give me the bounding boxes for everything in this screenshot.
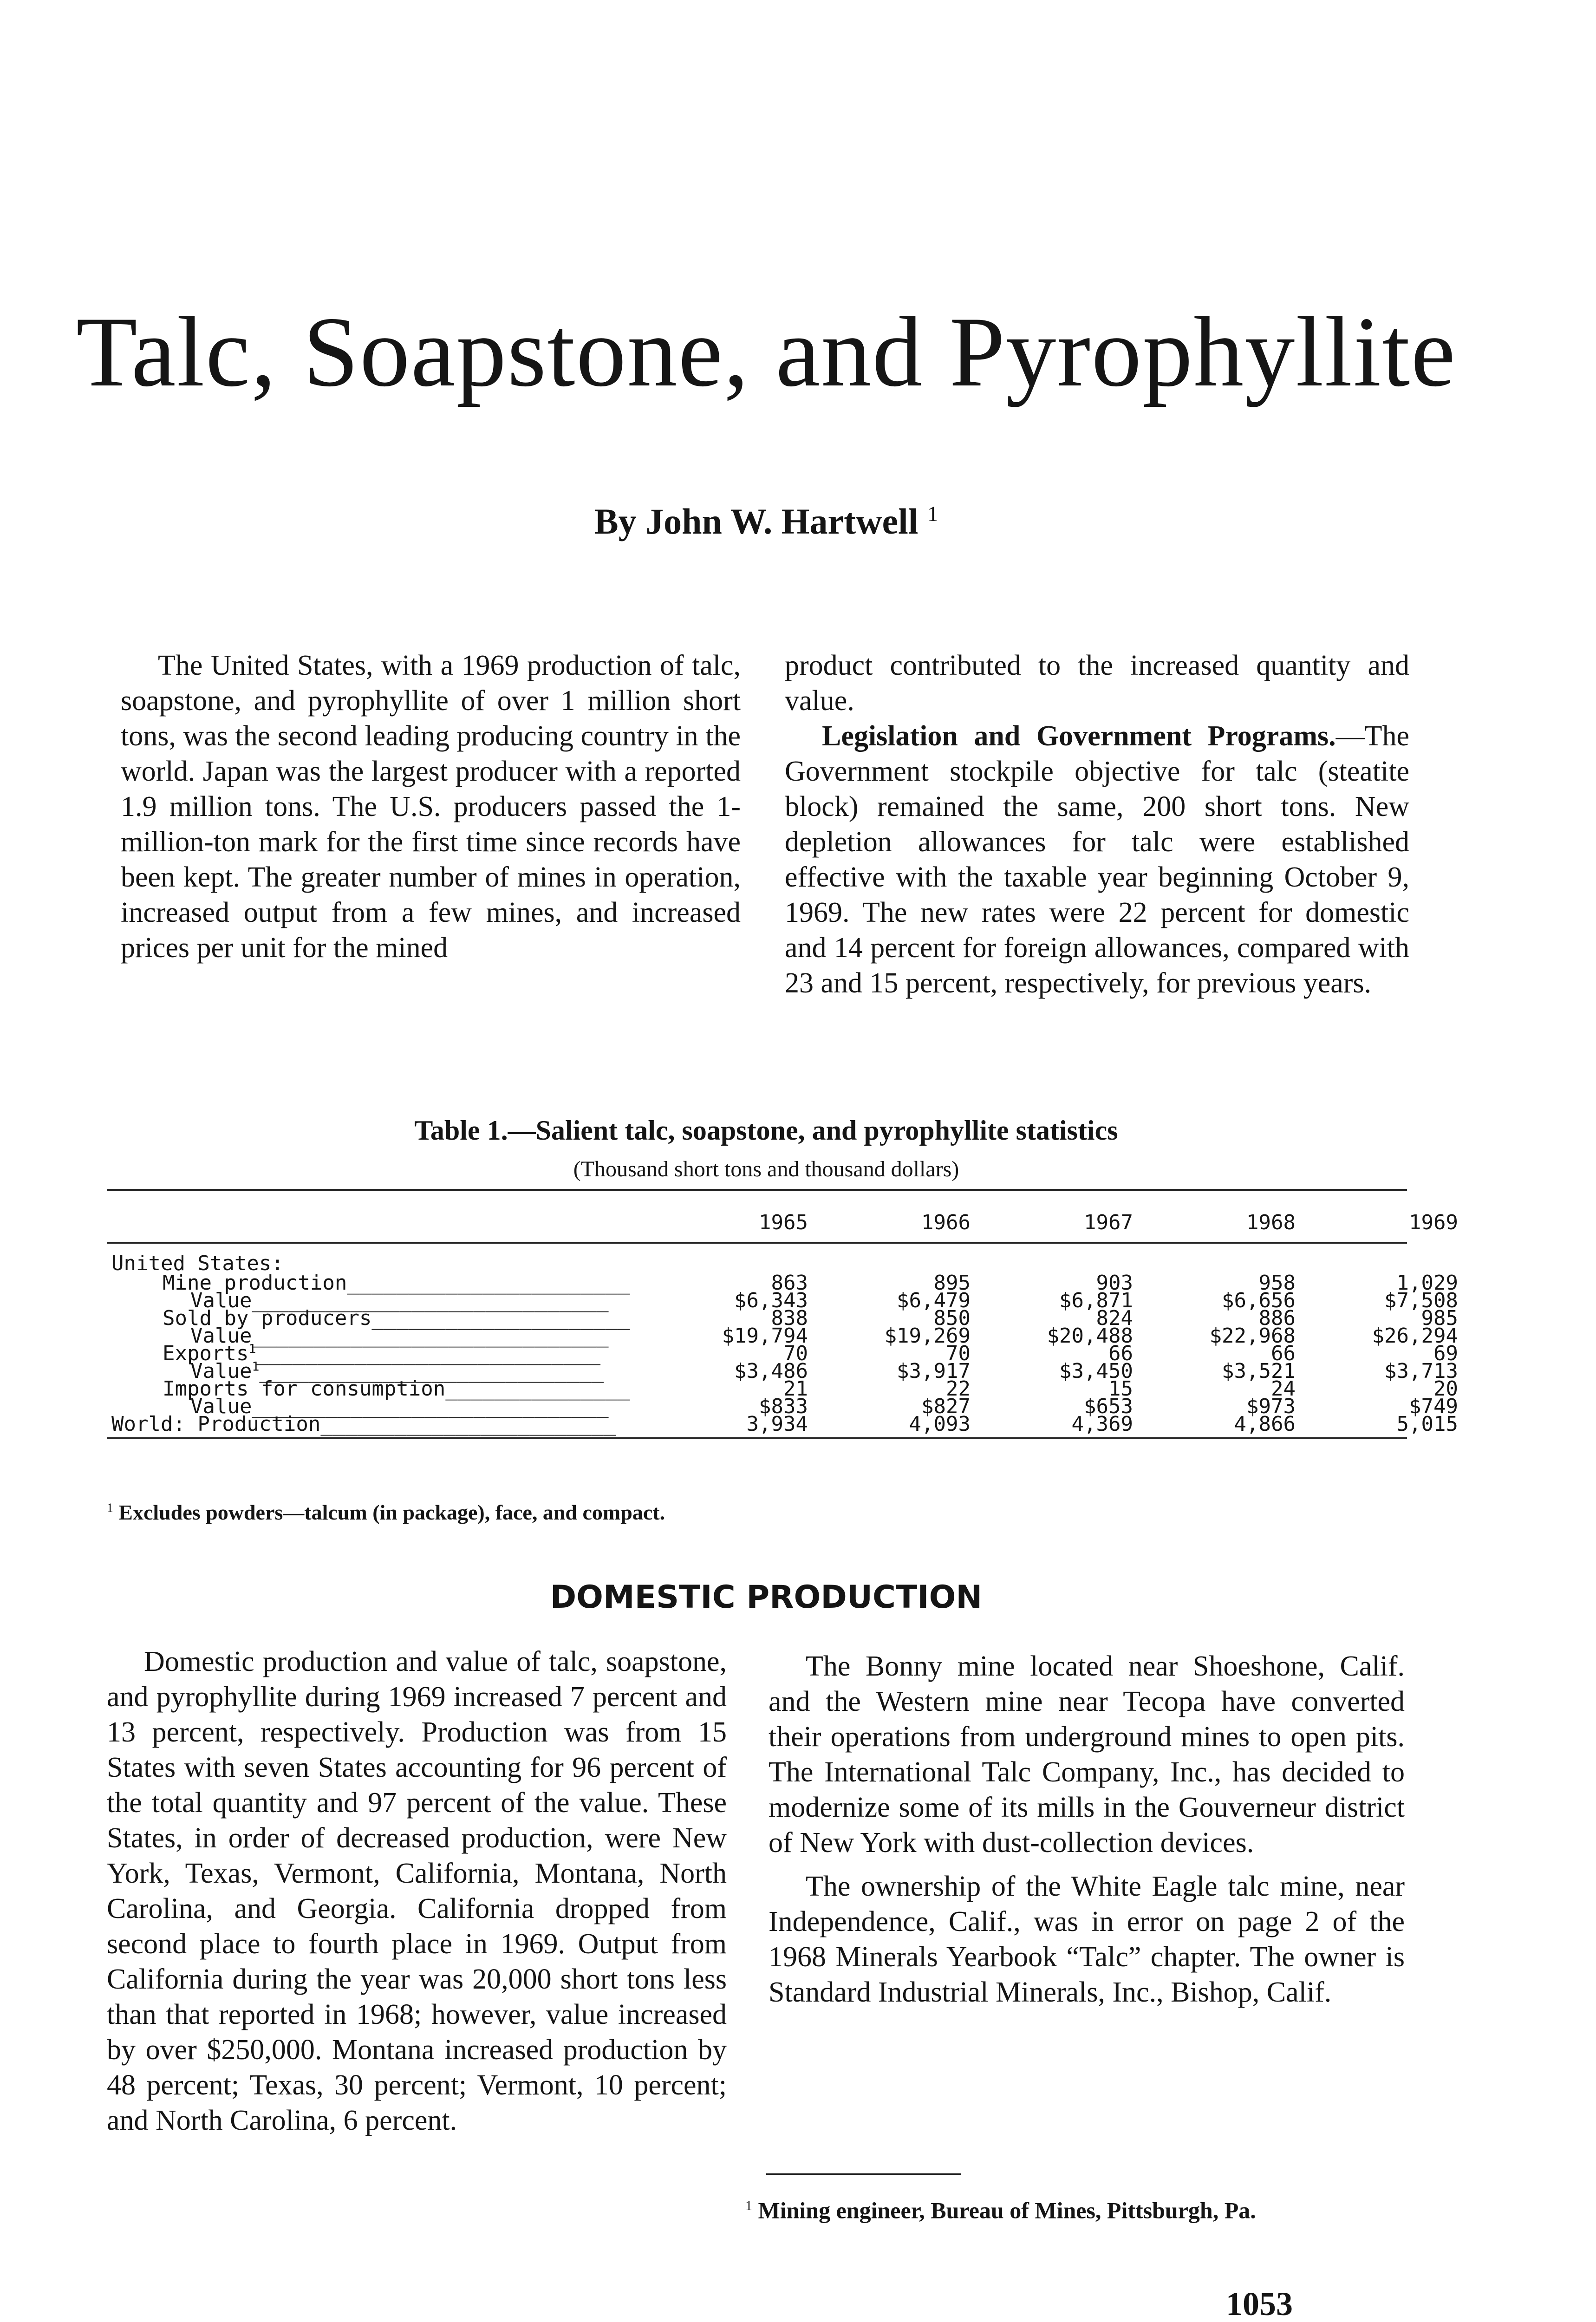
table-cell: 66 (1271, 1342, 1296, 1365)
legislation-heading: Legislation and Government Programs. (822, 720, 1336, 752)
intro-continuation: product contributed to the increased quantity and value. (785, 650, 1409, 717)
table-row (107, 1359, 1458, 1383)
table-section-row (107, 1252, 1407, 1275)
row-label: Mine production_______________________ (163, 1271, 630, 1295)
table-cell: 985 (1421, 1306, 1458, 1330)
footnote-rule (766, 2173, 961, 2175)
table-cell: $3,450 (1059, 1359, 1133, 1383)
table-header-rule (107, 1242, 1407, 1244)
table-cell: 958 (1258, 1271, 1296, 1295)
table-cell: 70 (946, 1342, 971, 1365)
table-cell: $19,794 (722, 1324, 808, 1348)
table-cell: 895 (933, 1271, 971, 1295)
row-label: United States: (111, 1252, 284, 1275)
table-cell: 886 (1258, 1306, 1296, 1330)
table-cell: $827 (921, 1395, 971, 1418)
table-cell: 66 (1108, 1342, 1133, 1365)
domestic-paragraph: The ownership of the White Eagle talc mine, near Independence, Calif., was in error on page 2 of the 1968 Minerals Yearbook “Talc” chapter. The owner is Standard Industrial Minerals, Inc., Bishop, Calif. (769, 1871, 1405, 2008)
year-header: 1966 (921, 1211, 971, 1234)
domestic-paragraph: The Bonny mine located near Shoeshone, Calif. and the Western mine near Tecopa have converted their operations from underground mines to open pits. The International Talc Company, Inc., has decided to modernize some of its mills in the Gouverneur district of New York with dust-collection devices. (769, 1650, 1405, 1859)
domestic-left-column (107, 1644, 727, 2138)
domestic-right-column (769, 1649, 1405, 2010)
table-row (107, 1289, 1458, 1312)
legislation-text: —The Government stockpile objective for talc (steatite block) remained the same, 200 short tons. New depletion allowances for talc were established effective with the taxable year beginning October 9, 1969. The new rates were 22 percent for domestic and 14 percent for foreign allowances, compared with 23 and 15 percent, respectively, for previous years. (785, 720, 1409, 999)
table-cell: 850 (933, 1306, 971, 1330)
table-cell: 824 (1096, 1306, 1133, 1330)
table-footnote: $^1$ Excludes powders—talcum (in package), face, and compact. (107, 1500, 665, 1524)
table-cell: 903 (1096, 1271, 1133, 1295)
author-note-mark: 1 (927, 502, 938, 526)
intro-left-column (121, 648, 741, 965)
table-header-row (107, 1205, 1458, 1240)
page-number: 1053 (1226, 2285, 1293, 2322)
row-label: Exports$^1$____________________________ (163, 1342, 601, 1365)
row-label: Sold by producers_____________________ (163, 1306, 630, 1330)
table-cell: 70 (783, 1342, 808, 1365)
table-row (107, 1412, 1458, 1436)
table-cell: 15 (1108, 1377, 1133, 1401)
table-cell: $22,968 (1209, 1324, 1296, 1348)
table-cell: 22 (946, 1377, 971, 1401)
row-label: Value$^1$____________________________ (190, 1359, 604, 1383)
table-row (107, 1395, 1458, 1418)
table-cell: $973 (1246, 1395, 1296, 1418)
page-title: Talc, Soapstone, and Pyrophyllite (76, 296, 1457, 407)
row-label: Value_____________________________ (190, 1324, 609, 1348)
year-header: 1969 (1409, 1211, 1458, 1234)
author-name: By John W. Hartwell (594, 501, 919, 541)
row-label: Imports for consumption_______________ (163, 1377, 630, 1401)
table-cell: $7,508 (1384, 1289, 1458, 1312)
intro-right-column (785, 648, 1409, 1001)
table-cell: $3,713 (1384, 1359, 1458, 1383)
section-heading: DOMESTIC PRODUCTION (550, 1579, 983, 1616)
table-cell: $26,294 (1372, 1324, 1458, 1348)
table-cell: $20,488 (1047, 1324, 1133, 1348)
table-row (107, 1377, 1458, 1401)
legislation-paragraph (785, 718, 1409, 1001)
table-cell: $749 (1409, 1395, 1458, 1418)
table-cell: $6,343 (734, 1289, 808, 1312)
table-cell: 838 (771, 1306, 808, 1330)
table-title: Table 1.—Salient talc, soapstone, and pyrophyllite statistics (414, 1115, 1118, 1146)
table-subtitle: (Thousand short tons and thousand dollars) (573, 1157, 959, 1181)
table-cell: $653 (1084, 1395, 1133, 1418)
row-label: Value_____________________________ (190, 1289, 609, 1312)
table-cell: $6,656 (1222, 1289, 1296, 1312)
table-cell: $6,871 (1059, 1289, 1133, 1312)
domestic-paragraph: Domestic production and value of talc, soapstone, and pyrophyllite during 1969 increased 7 percent and 13 percent, respectively. Production was from 15 States with seven States accounting for 96 percent of the total quantity and 97 percent of the value. These States, in order of decreased production, were New York, Texas, Vermont, California, Montana, North Carolina, and Georgia. California dropped from second place to fourth place in 1969. Output from California during the year was 20,000 short tons less than that reported in 1968; however, value increased by over $250,000. Montana increased production by 48 percent; Texas, 30 percent; Vermont, 10 percent; and North Carolina, 6 percent. (107, 1646, 727, 2136)
table-bottom-rule (107, 1437, 1407, 1439)
table-cell: $3,917 (897, 1359, 971, 1383)
table-cell: $3,521 (1222, 1359, 1296, 1383)
table-row (107, 1306, 1458, 1330)
table-row (107, 1271, 1458, 1295)
table-top-rule (107, 1189, 1407, 1191)
table-cell: 21 (783, 1377, 808, 1401)
table-cell: 4,866 (1234, 1412, 1296, 1436)
table-cell: 24 (1271, 1377, 1296, 1401)
table-cell: $6,479 (897, 1289, 971, 1312)
row-label: Value_____________________________ (190, 1395, 609, 1418)
intro-paragraph: The United States, with a 1969 production of talc, soapstone, and pyrophyllite of over 1 million short tons, was the second leading producing country in the world. Japan was the largest producer with a reported 1.9 million tons. The U.S. producers passed the 1-million-ton mark for the first time since records have been kept. The greater number of mines in operation, increased output from a few mines, and increased prices per unit for the mined (121, 650, 741, 964)
table-cell: 20 (1433, 1377, 1458, 1401)
year-header: 1965 (759, 1211, 808, 1234)
table-cell: $3,486 (734, 1359, 808, 1383)
table-cell: 1,029 (1396, 1271, 1458, 1295)
table-cell: 69 (1433, 1342, 1458, 1365)
row-label: World: Production________________________ (111, 1412, 616, 1436)
year-header: 1967 (1084, 1211, 1133, 1234)
author-footnote: $^1$ Mining engineer, Bureau of Mines, Pittsburgh, Pa. (745, 2197, 1256, 2224)
table-cell: $19,269 (884, 1324, 971, 1348)
table-cell: 4,369 (1071, 1412, 1133, 1436)
table-row (107, 1342, 1458, 1365)
author-byline (0, 501, 1532, 542)
table-cell: 4,093 (909, 1412, 971, 1436)
table-cell: 3,934 (746, 1412, 808, 1436)
table-row (107, 1324, 1458, 1348)
table-cell: $833 (759, 1395, 808, 1418)
table-cell: 863 (771, 1271, 808, 1295)
year-header: 1968 (1246, 1211, 1296, 1234)
table-cell: 5,015 (1396, 1412, 1458, 1436)
